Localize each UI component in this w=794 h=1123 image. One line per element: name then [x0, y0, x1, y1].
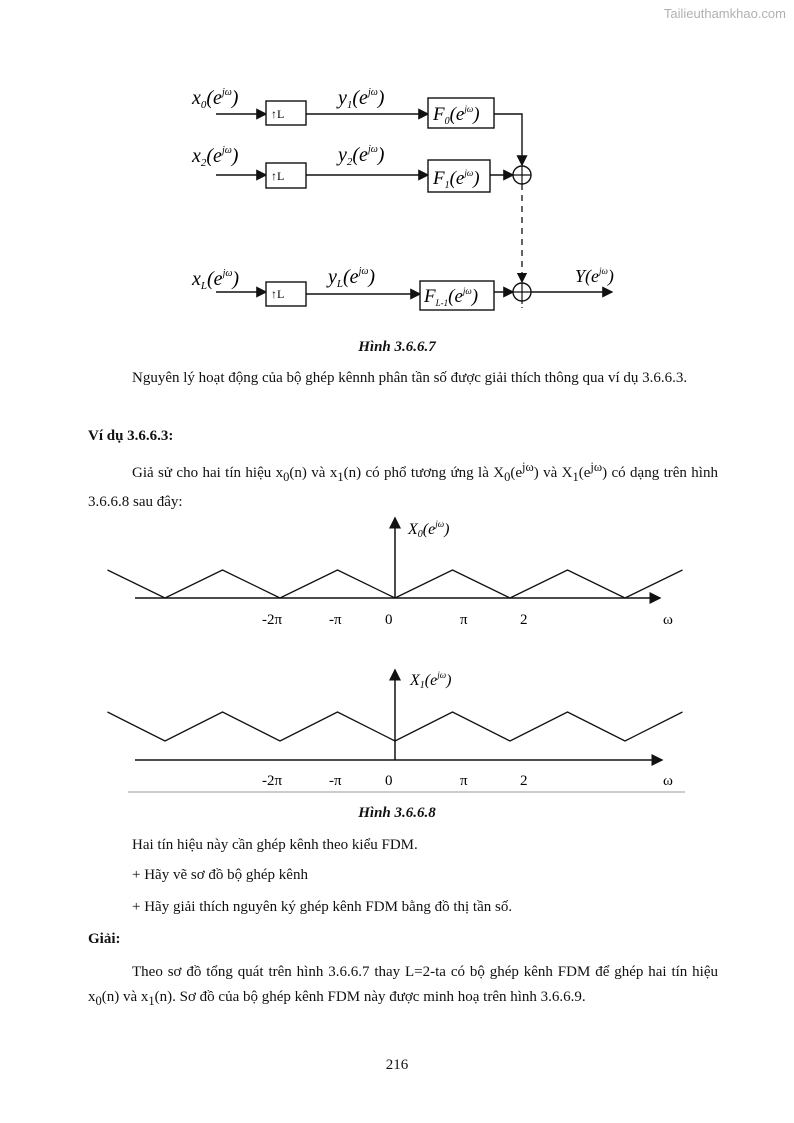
page-number: 216: [385, 1057, 409, 1073]
input-label-1: $x_2(e^{j\omega})$: [192, 145, 239, 169]
task-item-2: + Hãy giải thích nguyên ký ghép kênh FDM bằng đồ thị tần số.: [132, 899, 513, 915]
filter-label-0: $F_0(e^{j\omega})$: [433, 104, 480, 127]
output-label-1: $y_2(e^{j\omega})$: [338, 144, 385, 168]
plot-x1: [108, 670, 683, 789]
filter-label-1: $F_1(e^{j\omega})$: [433, 168, 480, 191]
x0-x-label: ω: [663, 612, 673, 628]
x1-tick-0: 0: [385, 773, 393, 789]
solution-heading: Giải:: [88, 931, 121, 947]
plot-x0: [108, 518, 683, 628]
paragraph-3: Hai tín hiệu này cần ghép kênh theo kiểu FDM.: [132, 837, 418, 853]
input-label-2: $x_L(e^{j\omega})$: [192, 268, 240, 292]
arrow-to-sum-1: [494, 114, 522, 165]
x0-tick-negpi: -π: [329, 612, 342, 628]
upsampler-label-1: ↑L: [271, 169, 285, 183]
adder-1: [513, 166, 531, 184]
paragraph-2: Giả sử cho hai tín hiệu $x_0(n)$ và $x_1(n)$ có phổ tương ứng là $X_0(e^{j\omega})$ và $X_1(e^{j\omega})$ có dạng trên hình 3.6.6.8 sau đây:: [88, 460, 718, 510]
input-label-0: $x_0(e^{j\omega})$: [192, 87, 239, 111]
x0-tick-pi: π: [460, 612, 468, 628]
watermark: Tailieuthamkhao.com: [663, 6, 786, 21]
x0-y-title: $X0(e^{j\omega})$: [408, 519, 450, 540]
adder-2: [513, 283, 531, 301]
output-y-label: $Y(e^{j\omega})$: [575, 266, 614, 286]
x1-tick-2: 2: [520, 773, 528, 789]
figure-spectra: [0, 500, 794, 800]
x1-x-label: ω: [663, 773, 673, 789]
x0-tick-neg2pi: -2π: [262, 612, 283, 628]
x1-tick-pi: π: [460, 773, 468, 789]
figure-fdm-block-diagram: [0, 0, 794, 340]
paragraph-1: Nguyên lý hoạt động của bộ ghép kênnh phân tần số được giải thích thông qua ví dụ 3.6.6.3.: [132, 370, 688, 386]
output-label-0: $y_1(e^{j\omega})$: [338, 87, 385, 111]
figure1-caption: Hình 3.6.6.7: [358, 339, 436, 355]
filter-label-2: $F_{L-1}(e^{j\omega})$: [424, 286, 479, 308]
x1-tick-negpi: -π: [329, 773, 342, 789]
upsampler-label-0: ↑L: [271, 107, 285, 121]
task-item-1: + Hãy vẽ sơ đồ bộ ghép kênh: [132, 867, 308, 883]
upsampler-label-2: ↑L: [271, 287, 285, 301]
x0-tick-2: 2: [520, 612, 528, 628]
x1-tick-neg2pi: -2π: [262, 773, 283, 789]
example-heading: Ví dụ 3.6.6.3:: [88, 428, 174, 444]
x1-y-title: $X1(e^{j\omega})$: [410, 670, 452, 691]
figure2-caption: Hình 3.6.6.8: [358, 805, 436, 821]
paragraph-4: Theo sơ đồ tổng quát trên hình 3.6.6.7 thay L=2-ta có bộ ghép kênh FDM để ghép hai tín hiệu $x_0(n)$ và $x_1(n)$. Sơ đồ của bộ ghép kênh FDM này được minh hoạ trên hình 3.6.6.9.: [88, 964, 718, 1008]
output-label-2: $y_L(e^{j\omega})$: [328, 266, 376, 290]
x0-tick-0: 0: [385, 612, 393, 628]
